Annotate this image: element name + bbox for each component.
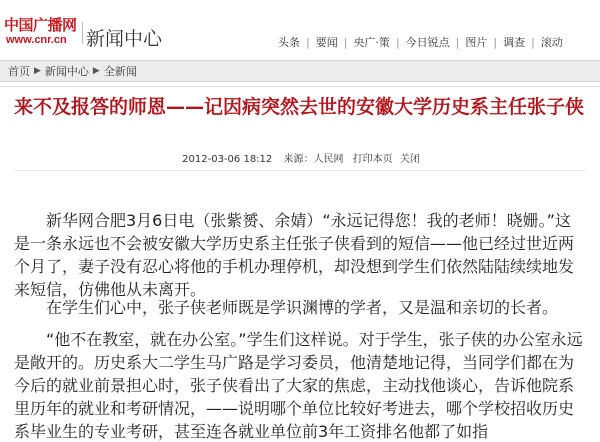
breadcrumb-arrow-icon: ▶ <box>34 66 41 76</box>
section-title[interactable]: 新闻中心 <box>86 28 163 50</box>
nav-item-photos[interactable]: 图片 <box>465 36 488 49</box>
article-paragraph: “他不在教室，就在办公室。”学生们这样说。对于学生，张子侠的办公室永远是敞开的。历史系大二学生马广路是学习委员，他清楚地记得，当同学们都在为今后的就业前景担心时，张子侠看出了大家的焦虑，主动找他谈心，告诉他院系里历年的就业和考研情况，——说明哪个单位比较好考进去，哪个学校招收历史系毕业生的专业考研，甚至连各就业单位前3年工资排名他都了如指 <box>14 330 583 441</box>
nav-item-important-news[interactable]: 要闻 <box>315 36 338 49</box>
article-source: 来源：人民网 <box>283 154 344 165</box>
article-paragraph: 在学生们心中，张子侠老师既是学识渊博的学者，又是温和亲切的长者。 <box>46 298 559 317</box>
breadcrumb-home[interactable]: 首页 <box>8 65 30 78</box>
nav-separator: | <box>306 35 310 49</box>
meta-divider <box>14 170 586 171</box>
nav-item-investigation[interactable]: 调查 <box>503 36 526 49</box>
breadcrumb-arrow-icon: ▶ <box>92 66 100 76</box>
nav-item-today-comment[interactable]: 今日锐点 <box>405 36 450 49</box>
breadcrumb <box>8 61 137 81</box>
nav-item-rolling-news[interactable]: 滚动 <box>540 36 563 49</box>
publish-date: 2012-03-06 18:12 <box>182 154 273 165</box>
logo-url: www.cnr.cn <box>6 34 67 46</box>
breadcrumb-bar <box>0 60 600 82</box>
breadcrumb-all-news[interactable]: 全新闻 <box>103 65 137 78</box>
nav-separator: | <box>343 35 348 49</box>
logo-chinese-name: 中国广播网 <box>4 16 77 34</box>
nav-separator: | <box>455 35 460 49</box>
nav-item-headlines[interactable]: 头条 <box>278 36 300 49</box>
nav-separator: | <box>531 35 535 49</box>
article-paragraph: 新华网合肥3月6日电（张紫赟、余婧）“永远记得您！我的老师！晓姗。”这是一条永远也不会被安徽大学历史系主任张子侠看到的短信——他已经过世近两个月了，妻子没有忍心将他的手机办理停机，却没想到学生们依然陆陆续续地发来短信，仿佛他从未离开。 <box>14 211 575 299</box>
site-header <box>0 0 600 56</box>
print-link[interactable]: 打印本页 <box>352 154 393 165</box>
nav-item-cnr-policy[interactable]: 央广·策 <box>353 36 390 49</box>
article-meta <box>0 150 600 165</box>
nav-separator: | <box>493 35 498 49</box>
top-nav <box>272 34 569 50</box>
logo-divider <box>82 22 83 44</box>
breadcrumb-news-center[interactable]: 新闻中心 <box>44 65 89 78</box>
article-title: 来不及报答的师恩——记因病突然去世的安徽大学历史系主任张子侠 <box>14 96 585 118</box>
site-logo[interactable] <box>4 14 82 50</box>
nav-separator: | <box>395 35 400 49</box>
close-link[interactable]: 关闭 <box>399 154 420 165</box>
